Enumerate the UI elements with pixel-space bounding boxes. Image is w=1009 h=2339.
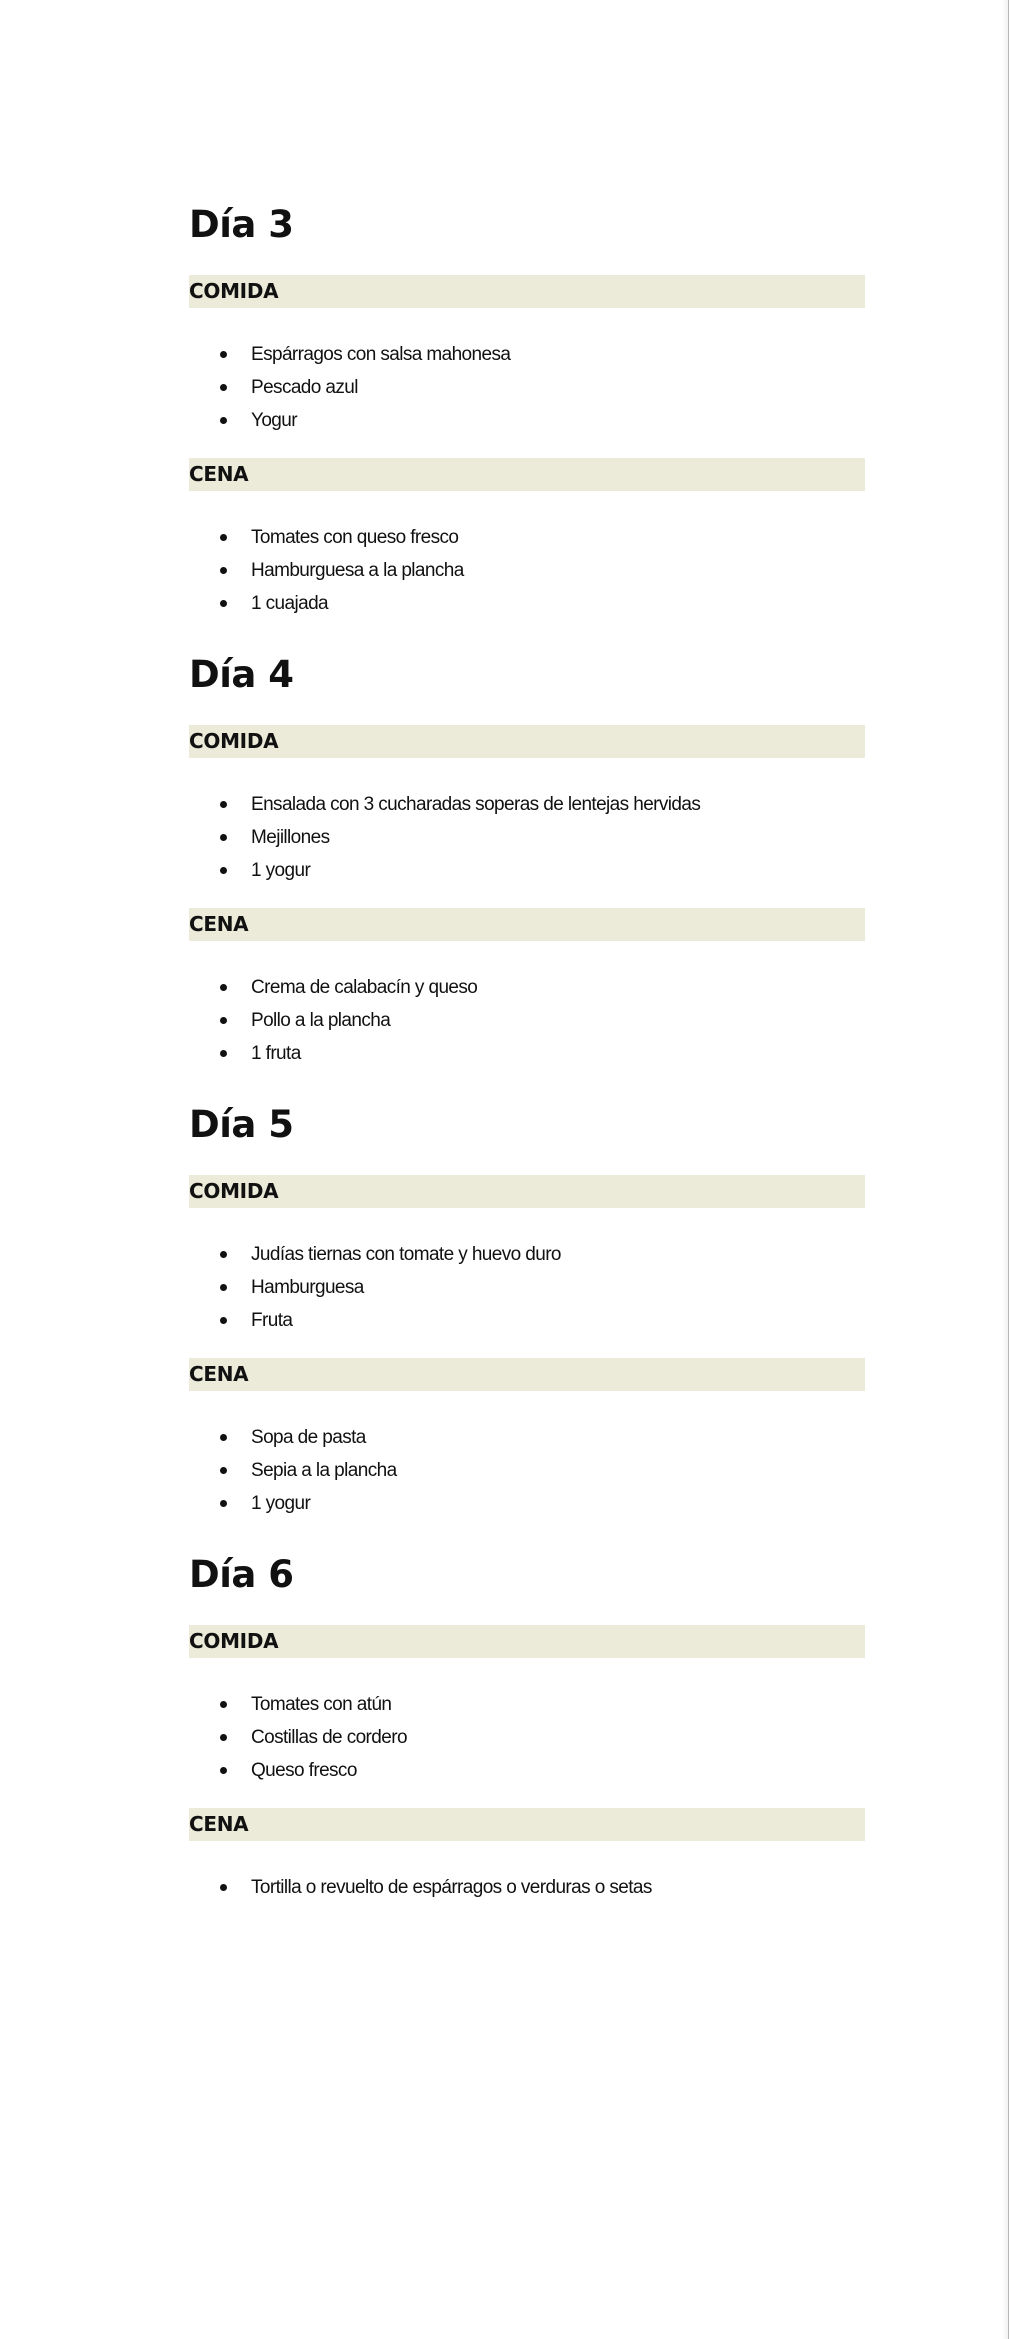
bullet-icon xyxy=(220,834,227,841)
list-item xyxy=(189,404,865,437)
bullet-icon xyxy=(220,984,227,991)
list-item-text: Queso fresco xyxy=(251,1760,357,1781)
meal-block xyxy=(189,458,865,620)
meal-block xyxy=(189,725,865,887)
bullet-icon xyxy=(220,1284,227,1291)
list-item-text: 1 yogur xyxy=(251,860,311,881)
meal-header: CENA xyxy=(189,908,865,941)
list-item xyxy=(189,821,865,854)
bullet-icon xyxy=(220,1734,227,1741)
bullet-icon xyxy=(220,1317,227,1324)
list-item-text: Yogur xyxy=(251,410,297,431)
list-item xyxy=(189,371,865,404)
list-item xyxy=(189,1037,865,1070)
list-item xyxy=(189,1754,865,1787)
bullet-icon xyxy=(220,1767,227,1774)
list-item xyxy=(189,854,865,887)
day-section xyxy=(189,1102,865,1520)
day-title: Día 3 xyxy=(189,203,294,246)
meal-list xyxy=(189,1421,865,1520)
meal-header: COMIDA xyxy=(189,275,865,308)
list-item xyxy=(189,1271,865,1304)
list-item xyxy=(189,1688,865,1721)
list-item-text: Costillas de cordero xyxy=(251,1727,407,1748)
meal-list xyxy=(189,521,865,620)
bullet-icon xyxy=(220,867,227,874)
day-section xyxy=(189,652,865,1070)
bullet-icon xyxy=(220,1500,227,1507)
list-item-text: Tomates con queso fresco xyxy=(251,527,459,548)
list-item xyxy=(189,1421,865,1454)
list-item-text: Pollo a la plancha xyxy=(251,1010,391,1031)
bullet-icon xyxy=(220,1884,227,1891)
diet-plan-content xyxy=(189,170,865,1904)
list-item xyxy=(189,1004,865,1037)
bullet-icon xyxy=(220,384,227,391)
day-title: Día 5 xyxy=(189,1103,294,1146)
meal-header: CENA xyxy=(189,1808,865,1841)
bullet-icon xyxy=(220,600,227,607)
list-item xyxy=(189,1454,865,1487)
list-item xyxy=(189,971,865,1004)
meal-list xyxy=(189,971,865,1070)
bullet-icon xyxy=(220,1467,227,1474)
list-item xyxy=(189,1304,865,1337)
list-item-text: Sopa de pasta xyxy=(251,1427,366,1448)
meal-block xyxy=(189,1175,865,1337)
list-item xyxy=(189,1871,865,1904)
list-item-text: Hamburguesa xyxy=(251,1277,364,1298)
list-item xyxy=(189,1238,865,1271)
day-section xyxy=(189,202,865,620)
day-title: Día 6 xyxy=(189,1553,294,1596)
meal-block xyxy=(189,908,865,1070)
bullet-icon xyxy=(220,1434,227,1441)
bullet-icon xyxy=(220,1701,227,1708)
bullet-icon xyxy=(220,417,227,424)
meal-list xyxy=(189,1688,865,1787)
list-item xyxy=(189,521,865,554)
meal-block xyxy=(189,1358,865,1520)
list-item xyxy=(189,554,865,587)
list-item-text: Espárragos con salsa mahonesa xyxy=(251,344,511,365)
day-section xyxy=(189,1552,865,1904)
bullet-icon xyxy=(220,1017,227,1024)
list-item-text: 1 fruta xyxy=(251,1043,301,1064)
meal-header: COMIDA xyxy=(189,725,865,758)
list-item-text: Judías tiernas con tomate y huevo duro xyxy=(251,1244,561,1265)
list-item xyxy=(189,1487,865,1520)
meal-list xyxy=(189,338,865,437)
meal-header: COMIDA xyxy=(189,1175,865,1208)
list-item-text: Sepia a la plancha xyxy=(251,1460,397,1481)
list-item-text: Hamburguesa a la plancha xyxy=(251,560,464,581)
meal-block xyxy=(189,1625,865,1787)
list-item-text: Tortilla o revuelto de espárragos o verduras o setas xyxy=(251,1877,652,1898)
meal-header: CENA xyxy=(189,1358,865,1391)
bullet-icon xyxy=(220,801,227,808)
list-item xyxy=(189,587,865,620)
list-item-text: Mejillones xyxy=(251,827,330,848)
meal-block xyxy=(189,275,865,437)
meal-list xyxy=(189,788,865,887)
list-item-text: Crema de calabacín y queso xyxy=(251,977,478,998)
list-item xyxy=(189,338,865,371)
bullet-icon xyxy=(220,1251,227,1258)
meal-header: COMIDA xyxy=(189,1625,865,1658)
list-item-text: 1 yogur xyxy=(251,1493,311,1514)
day-title: Día 4 xyxy=(189,653,294,696)
list-item-text: 1 cuajada xyxy=(251,593,329,614)
meal-block xyxy=(189,1808,865,1904)
list-item xyxy=(189,788,865,821)
bullet-icon xyxy=(220,351,227,358)
list-item-text: Fruta xyxy=(251,1310,293,1331)
list-item-text: Tomates con atún xyxy=(251,1694,392,1715)
list-item xyxy=(189,1721,865,1754)
bullet-icon xyxy=(220,534,227,541)
bullet-icon xyxy=(220,567,227,574)
meal-header: CENA xyxy=(189,458,865,491)
meal-list xyxy=(189,1238,865,1337)
list-item-text: Pescado azul xyxy=(251,377,358,398)
list-item-text: Ensalada con 3 cucharadas soperas de lentejas hervidas xyxy=(251,794,701,815)
meal-list xyxy=(189,1871,865,1904)
bullet-icon xyxy=(220,1050,227,1057)
